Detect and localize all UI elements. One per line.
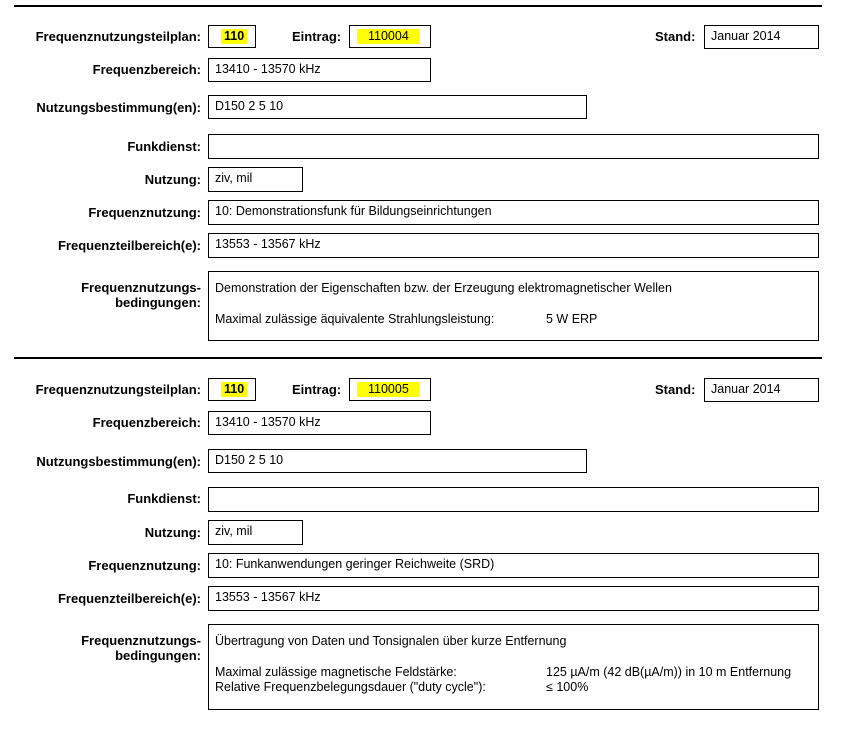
plan-field: 110 (208, 378, 256, 401)
service-field (208, 487, 819, 512)
freq-usage-label: Frequenznutzung: (88, 205, 201, 220)
param-name: Maximal zulässige magnetische Feldstärke: (215, 665, 457, 679)
usage-label: Nutzung: (144, 172, 201, 187)
freq-usage-label: Frequenznutzung: (88, 558, 201, 573)
designation-label: Nutzungsbestimmung(en): (36, 454, 201, 469)
range-field: 13410 - 13570 kHz (208, 411, 431, 435)
conditions-label: Frequenznutzungs- bedingungen: (81, 633, 201, 663)
param-name: Maximal zulässige äquivalente Strahlungsleistung: (215, 312, 495, 326)
range-label: Frequenzbereich: (92, 62, 201, 77)
conditions-field (208, 271, 819, 341)
plan-label: Frequenznutzungsteilplan: (35, 29, 201, 44)
freq-usage-field: 10: Funkanwendungen geringer Reichweite (SRD) (208, 553, 819, 578)
entry-label: Eintrag: (292, 382, 342, 397)
stand-label: Stand: (655, 29, 696, 44)
usage-label: Nutzung: (144, 525, 201, 540)
conditions-text: Übertragung von Daten und Tonsignalen über kurze Entfernung (215, 634, 567, 648)
usage-field: ziv, mil (208, 520, 303, 545)
stand-field: Januar 2014 (704, 378, 819, 402)
stand-field: Januar 2014 (704, 25, 819, 49)
section-divider (14, 357, 822, 359)
range-field: 13410 - 13570 kHz (208, 58, 431, 82)
plan-label: Frequenznutzungsteilplan: (35, 382, 201, 397)
conditions-label: Frequenznutzungs- bedingungen: (81, 280, 201, 310)
designation-field: D150 2 5 10 (208, 449, 587, 473)
param-value: 125 µA/m (42 dB(µA/m)) in 10 m Entfernung (546, 665, 792, 679)
conditions-text: Demonstration der Eigenschaften bzw. der Erzeugung elektromagnetischer Wellen (215, 281, 672, 295)
sub-range-label: Frequenzteilbereich(e): (57, 238, 201, 253)
plan-field: 110 (208, 25, 256, 48)
sub-range-field: 13553 - 13567 kHz (208, 233, 819, 258)
service-field (208, 134, 819, 159)
sub-range-field: 13553 - 13567 kHz (208, 586, 819, 611)
entry-field: 110005 (349, 378, 431, 401)
service-label: Funkdienst: (127, 491, 201, 506)
entry-field: 110004 (349, 25, 431, 48)
param-value: 5 W ERP (546, 312, 598, 326)
param-name: Relative Frequenzbelegungsdauer ("duty cycle"): (215, 680, 486, 694)
freq-usage-field: 10: Demonstrationsfunk für Bildungseinrichtungen (208, 200, 819, 225)
designation-label: Nutzungsbestimmung(en): (36, 100, 201, 115)
param-value: ≤ 100% (546, 680, 589, 694)
designation-field: D150 2 5 10 (208, 95, 587, 119)
conditions-field (208, 624, 819, 710)
service-label: Funkdienst: (127, 139, 201, 154)
entry-label: Eintrag: (292, 29, 342, 44)
sub-range-label: Frequenzteilbereich(e): (57, 591, 201, 606)
stand-label: Stand: (655, 382, 696, 397)
section-divider (14, 5, 822, 7)
usage-field: ziv, mil (208, 167, 303, 192)
range-label: Frequenzbereich: (92, 415, 201, 430)
